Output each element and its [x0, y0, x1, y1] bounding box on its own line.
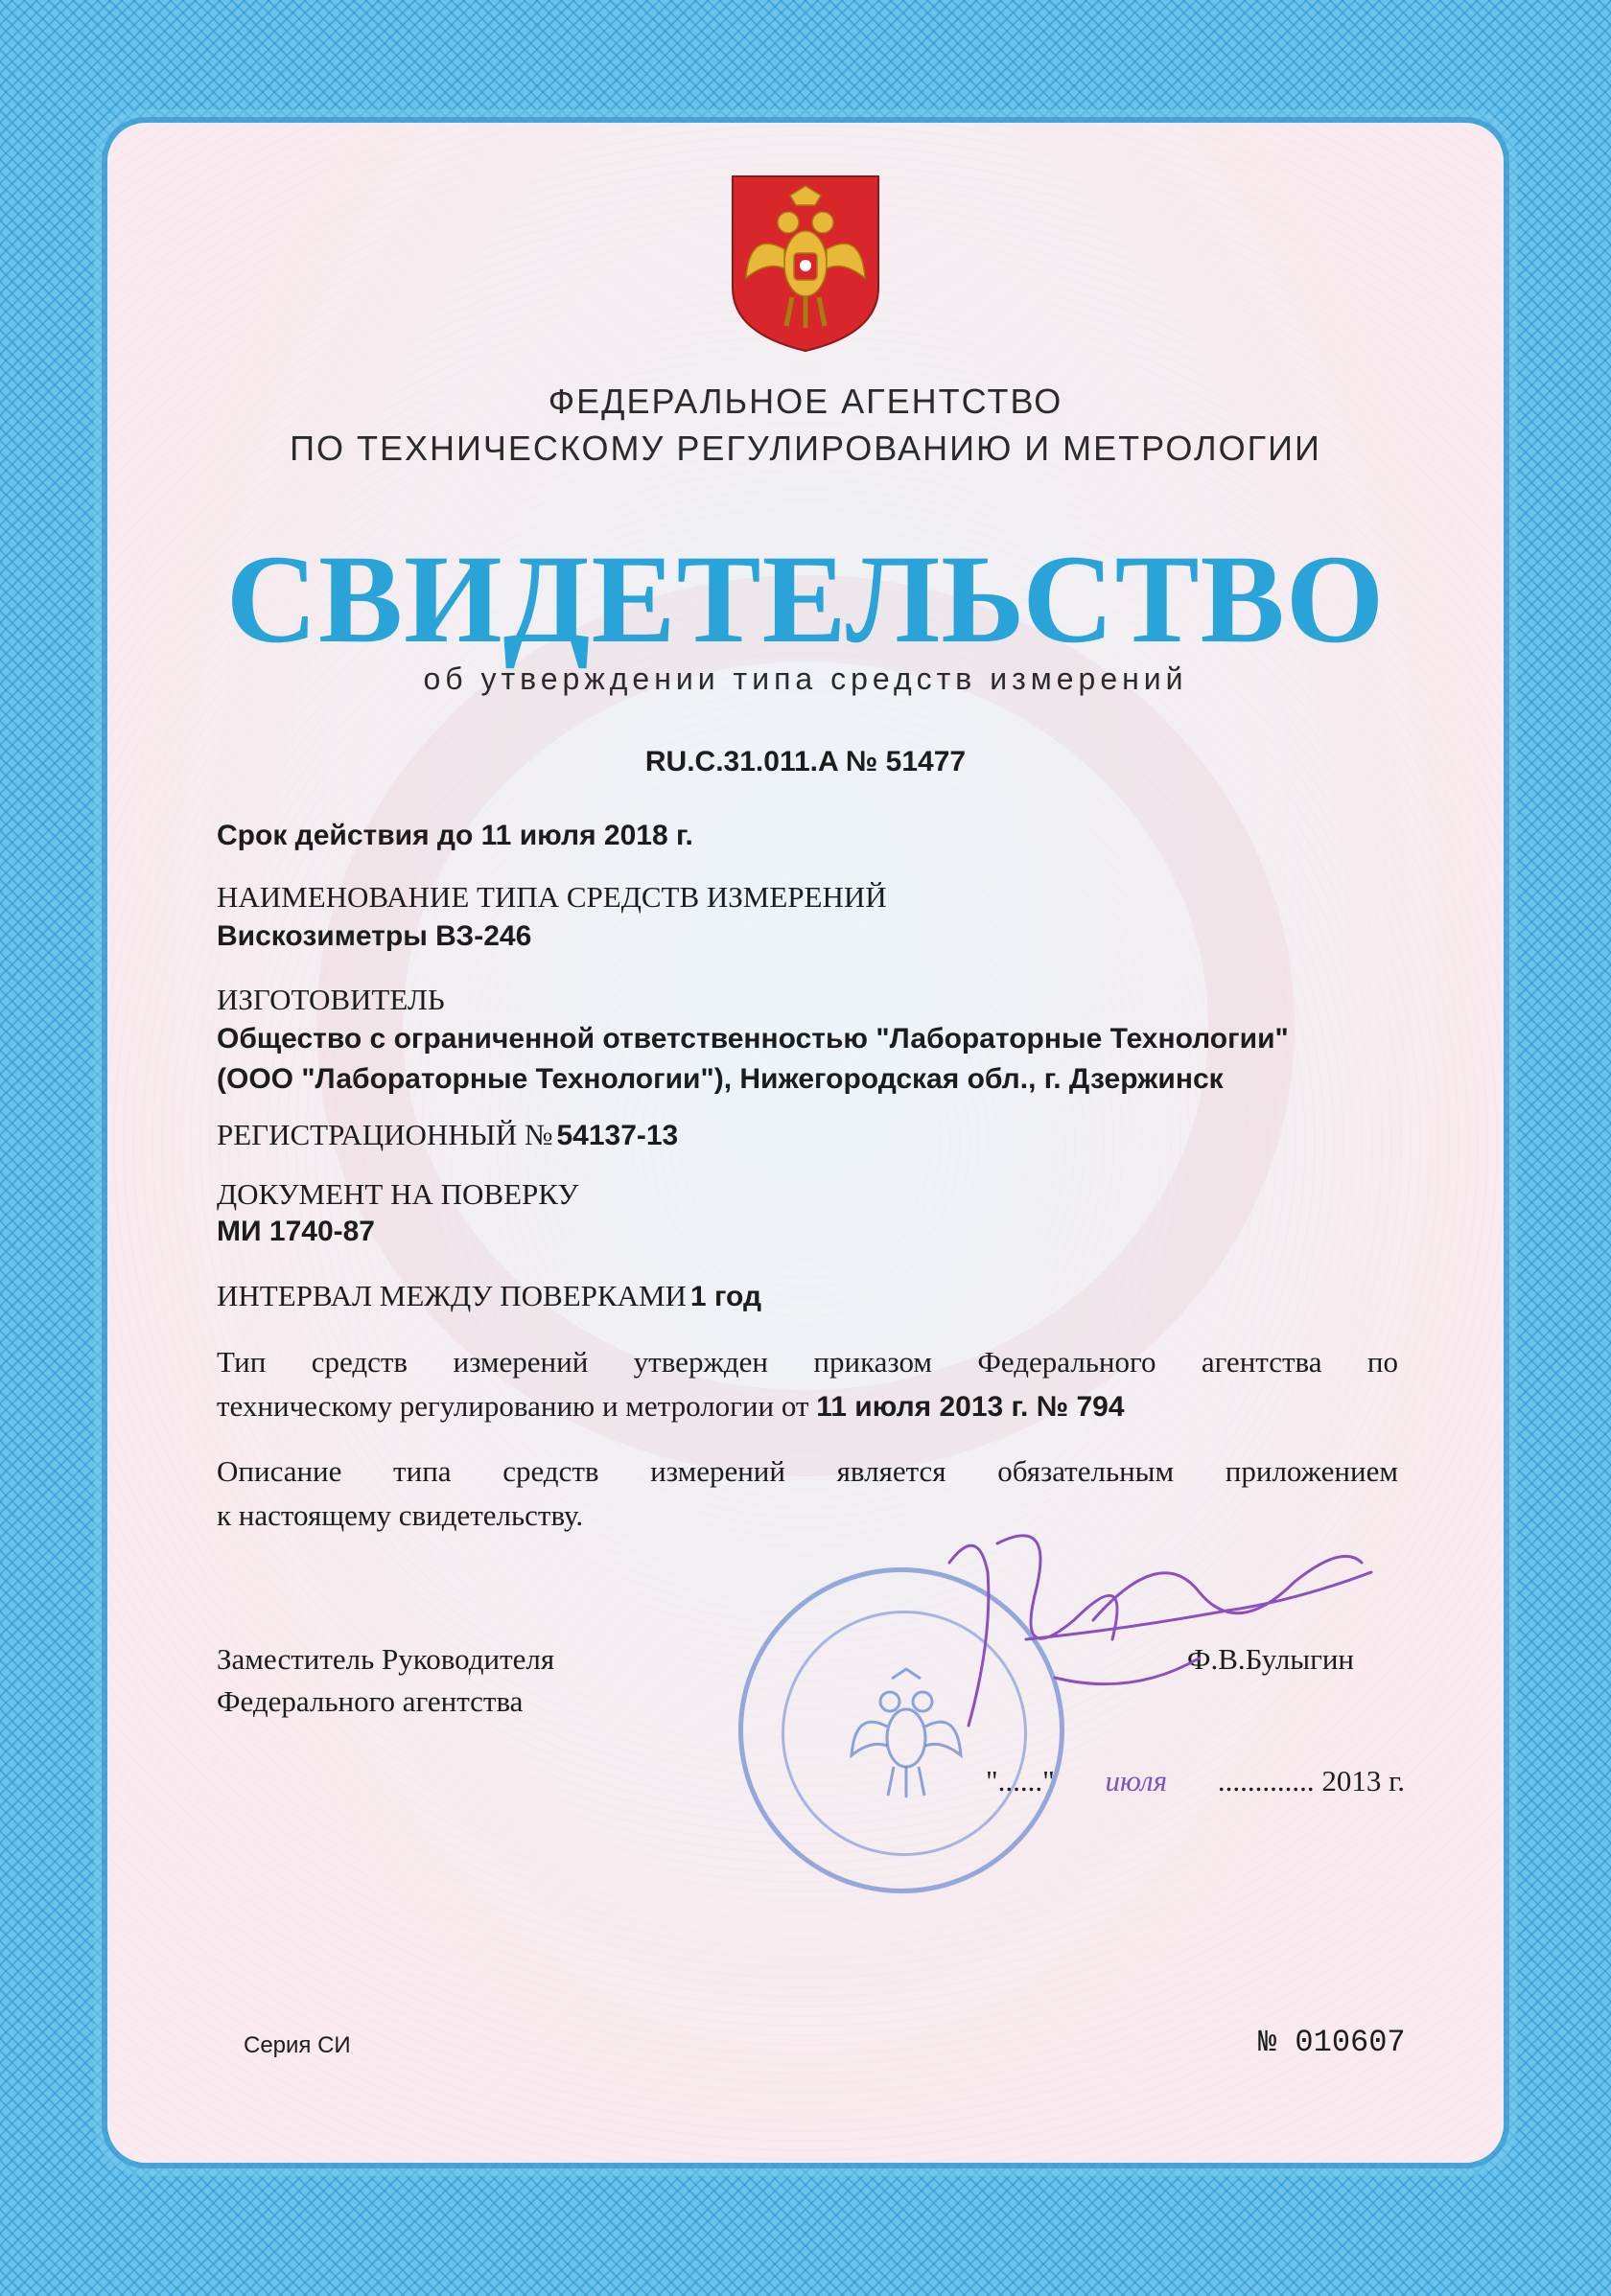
manufacturer-line1: Общество с ограниченной ответственностью "Лабораторные Технологии" — [217, 1023, 1289, 1055]
description-line1: Описание типа средств измерений является обязательным приложением — [217, 1454, 1398, 1488]
verification-doc-label: ДОКУМЕНТ НА ПОВЕРКУ — [217, 1177, 579, 1211]
manufacturer-line2: (ООО "Лабораторные Технологии"), Нижегородская обл., г. Дзержинск — [217, 1063, 1224, 1095]
sign-date-row: "......" июля ............. 2013 г. — [986, 1764, 1406, 1797]
approval-line1: Тип средств измерений утвержден приказом Федерального агентства по — [217, 1345, 1398, 1379]
approval-paragraph — [217, 1340, 1398, 1429]
coat-of-arms-icon — [729, 173, 882, 355]
verification-doc-value: МИ 1740-87 — [217, 1216, 375, 1247]
registration-row — [217, 1118, 678, 1152]
sign-date-month: июля — [1105, 1764, 1168, 1797]
agency-name-line1: ФЕДЕРАЛЬНОЕ АГЕНТСТВО — [548, 382, 1063, 421]
signatory-position-line1: Заместитель Руководителя — [217, 1642, 555, 1676]
validity-label: Срок действия до — [217, 820, 474, 851]
manufacturer-label: ИЗГОТОВИТЕЛЬ — [217, 983, 445, 1016]
certificate-subtitle: об утверждении типа средств измерений — [423, 661, 1188, 696]
approval-line2 — [217, 1384, 1398, 1429]
validity-value: 11 июля 2018 г. — [480, 820, 693, 851]
sign-date-year: 2013 г. — [1321, 1764, 1406, 1797]
interval-label: ИНТЕРВАЛ МЕЖДУ ПОВЕРКАМИ — [217, 1279, 687, 1312]
instrument-value: Вискозиметры ВЗ-246 — [217, 920, 532, 952]
series-label: Серия СИ — [244, 2032, 351, 2058]
agency-name-line2: ПО ТЕХНИЧЕСКОМУ РЕГУЛИРОВАНИЮ И МЕТРОЛОГИИ — [290, 429, 1321, 468]
interval-value: 1 год — [689, 1281, 762, 1312]
signatory-name: Ф.В.Булыгин — [1187, 1642, 1355, 1676]
sign-date-day: "......" — [986, 1764, 1055, 1797]
description-line2: к настоящему свидетельству. — [217, 1498, 584, 1532]
certificate-title: СВИДЕТЕЛЬСТВО — [225, 528, 1386, 669]
interval-row — [217, 1279, 761, 1313]
approval-line2-prefix: техническому регулированию и метрологии от — [217, 1389, 809, 1423]
registration-value: 54137-13 — [556, 1120, 679, 1151]
serial-number: № 010607 — [1258, 2025, 1406, 2060]
instrument-label: НАИМЕНОВАНИЕ ТИПА СРЕДСТВ ИЗМЕРЕНИЙ — [217, 880, 887, 914]
approval-order-date: 11 июля 2013 г. № 794 — [816, 1391, 1125, 1423]
signatory-position-line2: Федерального агентства — [217, 1684, 524, 1718]
certificate-number: RU.C.31.011.A № 51477 — [644, 746, 967, 777]
registration-label: РЕГИСТРАЦИОННЫЙ № — [217, 1118, 553, 1151]
validity-row — [217, 820, 693, 852]
